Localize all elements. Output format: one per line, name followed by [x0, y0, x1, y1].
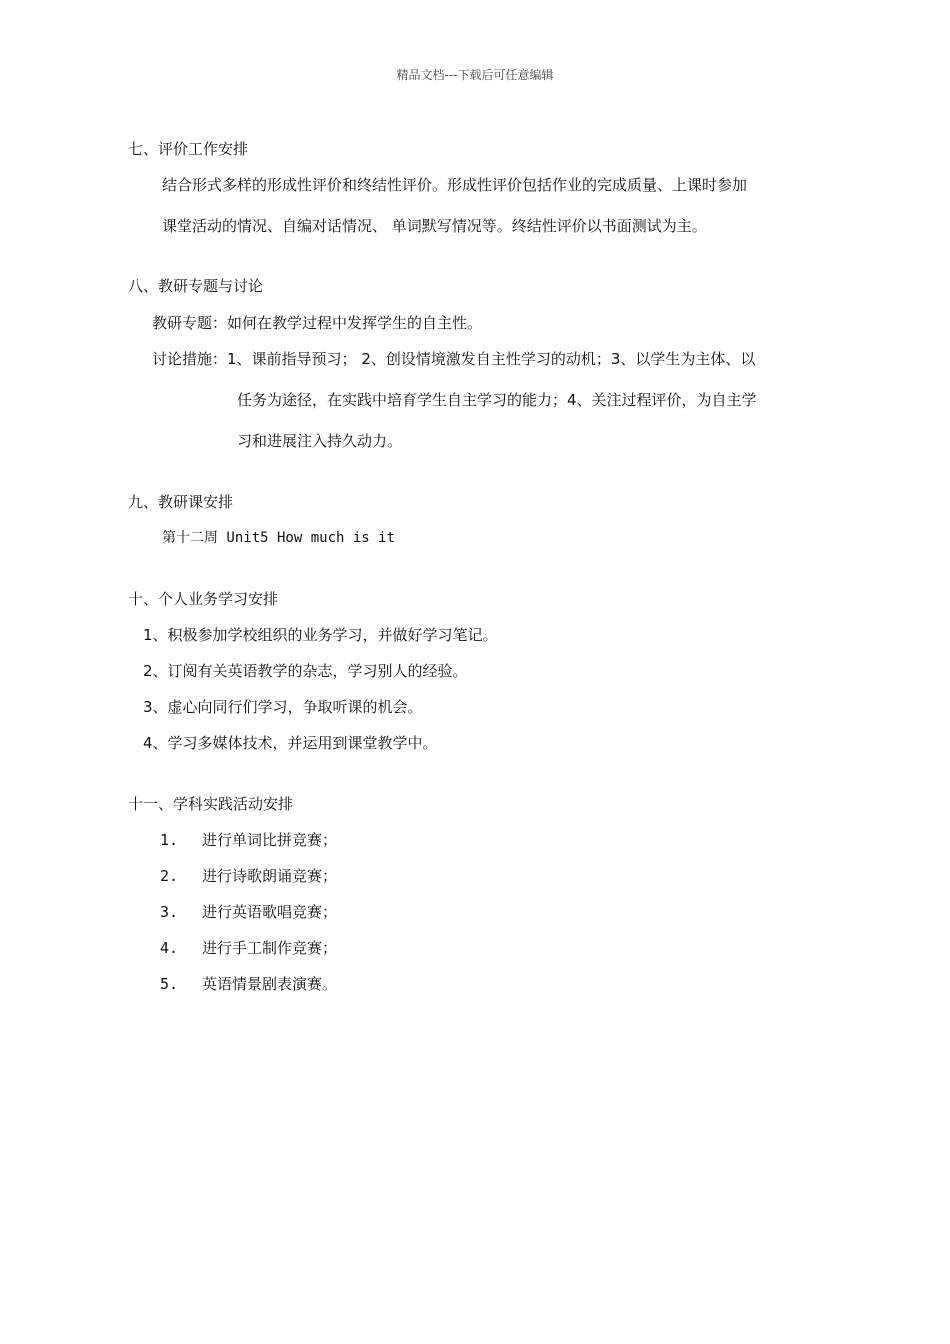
activity-item: [160, 866, 337, 886]
study-plan-item: 3、虚心向同行们学习，争取听课的机会。: [143, 698, 423, 716]
section-11-heading: 十一、学科实践活动安排: [128, 795, 294, 813]
activity-item-text: 英语情景剧表演赛。: [202, 975, 338, 993]
study-plan-item: 2、订阅有关英语教学的杂志，学习别人的经验。: [143, 662, 468, 680]
activity-item: [160, 938, 337, 958]
activity-item-text: 进行手工制作竞赛；: [202, 939, 338, 957]
activity-item: [160, 974, 337, 994]
activity-item-text: 进行诗歌朗诵竞赛；: [202, 867, 338, 885]
activity-item-number: 5.: [160, 975, 179, 993]
discussion-measures-line-2: 任务为途径，在实践中培育学生自主学习的能力；4、关注过程评价，为自主学: [237, 391, 757, 409]
activity-item-text: 进行单词比拼竞赛；: [202, 831, 338, 849]
activity-item-text: 进行英语歌唱竞赛；: [202, 903, 338, 921]
activity-item-number: 1.: [160, 831, 179, 849]
activity-item: [160, 902, 337, 922]
section-7-heading: 七、评价工作安排: [128, 140, 249, 158]
activity-item: [160, 830, 337, 850]
discussion-measures-line-3: 习和进展注入持久动力。: [237, 432, 403, 450]
section-10-heading: 十、个人业务学习安排: [128, 590, 279, 608]
study-plan-item: 1、积极参加学校组织的业务学习，并做好学习笔记。: [143, 626, 498, 644]
section-8-heading: 八、教研专题与讨论: [128, 277, 264, 295]
study-plan-item: 4、学习多媒体技术，并运用到课堂教学中。: [143, 734, 438, 752]
discussion-measures-line-1: 讨论措施：1、课前指导预习； 2、创设情境激发自主性学习的动机；3、以学生为主体、以: [152, 350, 756, 368]
research-lesson-item: 第十二周 Unit5 How much is it: [162, 530, 396, 546]
section-9-heading: 九、教研课安排: [128, 493, 234, 511]
section-7-paragraph-line-1: 结合形式多样的形成性评价和终结性评价。形成性评价包括作业的完成质量、上课时参加: [162, 176, 748, 194]
activity-item-number: 2.: [160, 867, 179, 885]
research-topic: 教研专题：如何在教学过程中发挥学生的自主性。: [152, 314, 483, 332]
activity-item-number: 4.: [160, 939, 179, 957]
page-header: 精品文档---下载后可任意编辑: [396, 68, 554, 82]
section-7-paragraph-line-2: 课堂活动的情况、自编对话情况、 单词默写情况等。终结性评价以书面测试为主。: [162, 217, 707, 235]
activity-item-number: 3.: [160, 903, 179, 921]
